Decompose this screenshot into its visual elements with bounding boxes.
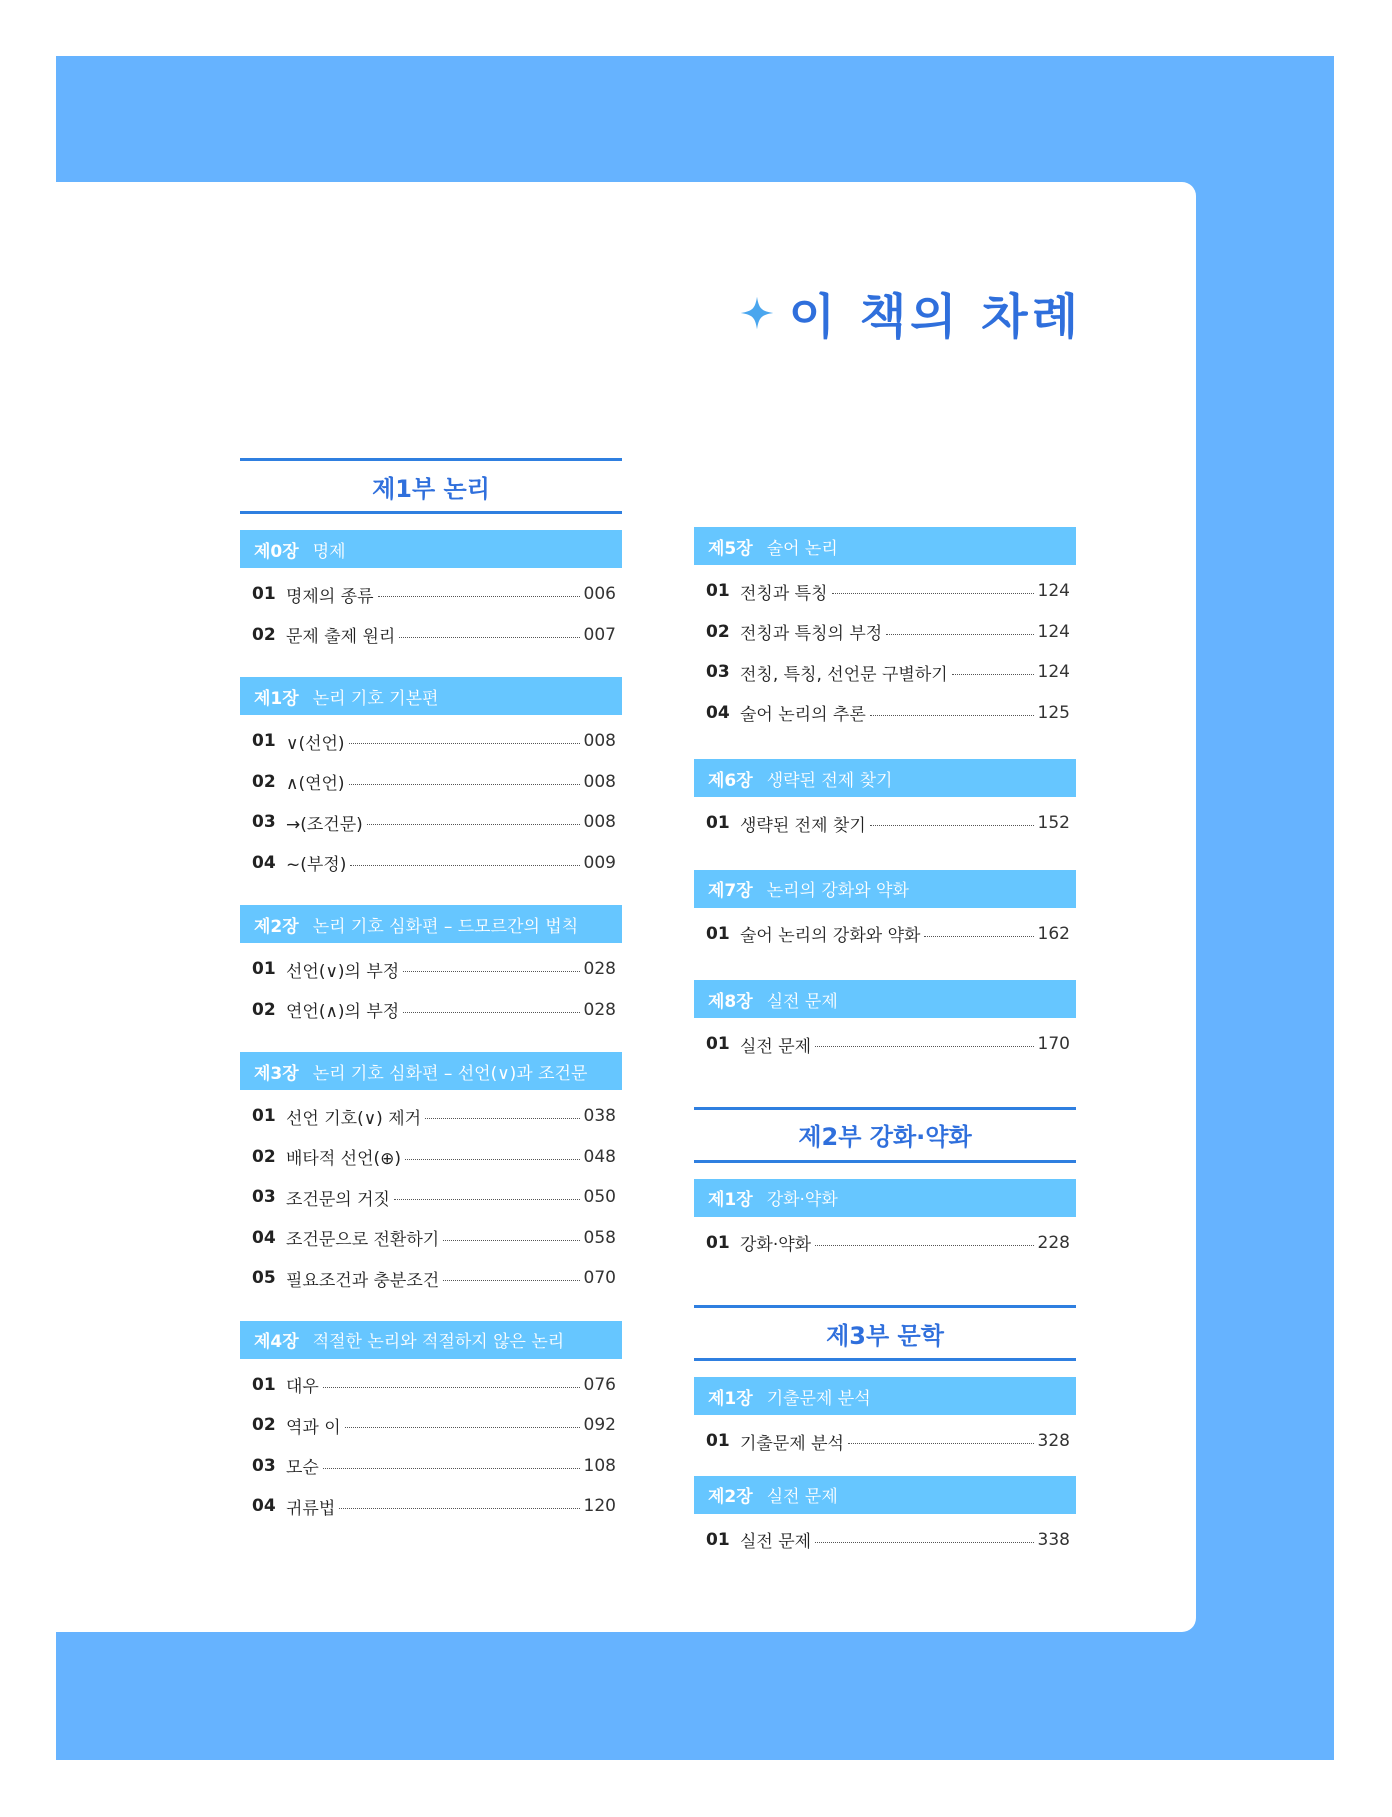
toc-entry[interactable] xyxy=(694,1024,1076,1065)
chapter-number: 제1장 xyxy=(708,1388,753,1409)
entry-page: 076 xyxy=(583,1374,616,1395)
entry-page: 124 xyxy=(1037,621,1070,642)
chapter-number: 제7장 xyxy=(708,881,753,901)
entry-number: 01 xyxy=(252,731,276,752)
chapter-header xyxy=(240,530,622,568)
toc-entry[interactable] xyxy=(694,693,1076,734)
dot-leader xyxy=(403,1011,579,1013)
entry-page: 328 xyxy=(1037,1431,1070,1452)
chapter-header xyxy=(694,1476,1076,1514)
chapter-name: 술어 논리 xyxy=(766,538,838,559)
chapter-name: 논리 기호 심화편 – 선언(∨)과 조건문 xyxy=(312,1063,588,1084)
toc-entry[interactable] xyxy=(240,615,622,656)
dot-leader xyxy=(349,783,580,785)
dot-leader xyxy=(870,714,1034,716)
chapter-block xyxy=(694,980,1076,1065)
entry-number: 05 xyxy=(252,1268,276,1289)
entry-page: 338 xyxy=(1037,1529,1070,1550)
entry-page: 124 xyxy=(1037,662,1070,683)
entry-number: 02 xyxy=(252,1415,276,1436)
entry-page: 050 xyxy=(583,1187,616,1208)
chapter-header xyxy=(240,677,622,715)
entry-page: 008 xyxy=(583,812,616,833)
entry-label: 술어 논리의 강화와 약화 xyxy=(740,926,921,947)
chapter-header xyxy=(240,1052,622,1090)
entry-number: 01 xyxy=(252,1106,276,1127)
toc-entry[interactable] xyxy=(240,721,622,762)
entry-label: 문제 출제 원리 xyxy=(286,627,396,648)
chapter-number: 제1장 xyxy=(254,688,299,709)
chapter-header xyxy=(694,527,1076,565)
entry-label: 전칭과 특칭 xyxy=(740,583,828,604)
entry-number: 02 xyxy=(252,771,276,792)
chapter-number: 제6장 xyxy=(708,770,753,791)
toc-entry[interactable] xyxy=(240,1137,622,1178)
entry-label: ∨(선언) xyxy=(286,733,345,754)
chapter-header xyxy=(694,1179,1076,1217)
dot-leader xyxy=(323,1386,580,1388)
chapter-number: 제0장 xyxy=(254,541,299,562)
chapter-block xyxy=(694,870,1076,955)
toc-entry[interactable] xyxy=(240,1446,622,1487)
part-header xyxy=(694,1305,1076,1361)
dot-leader xyxy=(378,595,580,597)
dot-leader xyxy=(323,1467,580,1469)
entry-label: 실전 문제 xyxy=(740,1532,812,1553)
chapter-block xyxy=(240,677,622,883)
part-title: 제1부 논리 xyxy=(372,474,490,503)
entry-number: 03 xyxy=(252,812,276,833)
chapter-block xyxy=(240,1321,622,1527)
dot-leader xyxy=(349,742,580,744)
dot-leader xyxy=(443,1279,579,1281)
entry-number: 04 xyxy=(252,852,276,873)
entry-number: 01 xyxy=(706,923,730,944)
left-column xyxy=(240,458,622,1527)
toc-entry[interactable] xyxy=(240,802,622,843)
toc-entry[interactable] xyxy=(240,574,622,615)
entry-number: 01 xyxy=(252,584,276,605)
dot-leader xyxy=(815,1541,1033,1543)
dot-leader xyxy=(886,633,1033,635)
entry-label: 대우 xyxy=(286,1377,319,1398)
part-header xyxy=(240,458,622,514)
chapter-name: 생략된 전제 찾기 xyxy=(766,770,893,791)
chapter-name: 명제 xyxy=(312,541,346,562)
toc-entry[interactable] xyxy=(240,949,622,990)
title-text: 이 책의 차례 xyxy=(788,289,1082,345)
entry-page: 124 xyxy=(1037,581,1070,602)
entry-label: ∧(연언) xyxy=(286,774,345,795)
dot-leader xyxy=(443,1239,579,1241)
toc-entry[interactable] xyxy=(694,803,1076,844)
entry-page: 058 xyxy=(583,1227,616,1248)
chapter-number: 제2장 xyxy=(254,916,299,937)
chapter-number: 제1장 xyxy=(708,1190,753,1210)
dot-leader xyxy=(952,673,1034,675)
toc-entry[interactable] xyxy=(694,652,1076,693)
chapter-number: 제5장 xyxy=(708,538,753,559)
entry-label: →(조건문) xyxy=(286,814,363,835)
dot-leader xyxy=(345,1426,580,1428)
entry-number: 04 xyxy=(252,1227,276,1248)
entry-number: 01 xyxy=(706,813,730,834)
dot-leader xyxy=(350,864,579,866)
entry-number: 04 xyxy=(252,1496,276,1517)
toc-entry[interactable] xyxy=(694,914,1076,955)
toc-entry[interactable] xyxy=(694,1520,1076,1561)
toc-entry[interactable] xyxy=(240,1486,622,1527)
toc-entry[interactable] xyxy=(694,1421,1076,1462)
toc-entry[interactable] xyxy=(240,1096,622,1137)
entry-label: ~(부정) xyxy=(286,855,347,876)
chapter-block xyxy=(694,527,1076,733)
entry-label: 역과 이 xyxy=(286,1417,341,1438)
chapter-block xyxy=(694,1377,1076,1462)
chapter-name: 실전 문제 xyxy=(766,991,838,1012)
chapter-header xyxy=(694,1377,1076,1415)
entry-label: 술어 논리의 추론 xyxy=(740,705,866,726)
chapter-name: 강화·약화 xyxy=(766,1190,838,1210)
entry-label: 명제의 종류 xyxy=(286,586,374,607)
entry-label: 조건문의 거짓 xyxy=(286,1189,390,1210)
dot-leader xyxy=(405,1158,580,1160)
entry-page: 092 xyxy=(583,1415,616,1436)
chapter-block xyxy=(694,759,1076,844)
entry-number: 01 xyxy=(706,1034,730,1055)
chapter-number: 제8장 xyxy=(708,991,753,1012)
toc-entry[interactable] xyxy=(240,1177,622,1218)
chapter-header xyxy=(694,759,1076,797)
chapter-number: 제3장 xyxy=(254,1063,299,1084)
toc-entry[interactable] xyxy=(240,1218,622,1259)
dot-leader xyxy=(815,1244,1033,1246)
dot-leader xyxy=(403,970,579,972)
entry-number: 01 xyxy=(252,1374,276,1395)
entry-number: 01 xyxy=(706,581,730,602)
chapter-name: 기출문제 분석 xyxy=(766,1388,871,1409)
dot-leader xyxy=(815,1045,1033,1047)
dot-leader xyxy=(832,592,1034,594)
page-title xyxy=(739,278,1082,347)
entry-page: 048 xyxy=(583,1146,616,1167)
entry-page: 170 xyxy=(1037,1034,1070,1055)
dot-leader xyxy=(848,1442,1034,1444)
entry-page: 070 xyxy=(583,1268,616,1289)
chapter-block xyxy=(240,530,622,655)
dot-leader xyxy=(425,1117,579,1119)
entry-number: 03 xyxy=(252,1455,276,1476)
entry-page: 038 xyxy=(583,1106,616,1127)
entry-number: 02 xyxy=(252,1146,276,1167)
entry-number: 01 xyxy=(706,1232,730,1253)
dot-leader xyxy=(924,935,1033,937)
dot-leader xyxy=(339,1507,579,1509)
chapter-header xyxy=(240,905,622,943)
chapter-name: 실전 문제 xyxy=(766,1487,838,1507)
entry-label: 생략된 전제 찾기 xyxy=(740,815,866,836)
toc-entry[interactable] xyxy=(694,1223,1076,1264)
chapter-block xyxy=(240,1052,622,1299)
part-title: 제2부 강화·약화 xyxy=(798,1123,972,1151)
toc-entry[interactable] xyxy=(240,843,622,884)
entry-page: 108 xyxy=(583,1455,616,1476)
entry-label: 전칭과 특칭의 부정 xyxy=(740,624,883,645)
sparkle-icon xyxy=(739,295,775,331)
chapter-header xyxy=(694,870,1076,908)
entry-page: 028 xyxy=(583,999,616,1020)
entry-label: 모순 xyxy=(286,1458,319,1479)
entry-label: 선언 기호(∨) 제거 xyxy=(286,1108,422,1129)
entry-number: 02 xyxy=(252,624,276,645)
entry-number: 01 xyxy=(706,1529,730,1550)
entry-page: 120 xyxy=(583,1496,616,1517)
entry-label: 실전 문제 xyxy=(740,1036,812,1057)
entry-label: 배타적 선언(⊕) xyxy=(286,1149,402,1170)
entry-page: 006 xyxy=(583,584,616,605)
part-header xyxy=(694,1107,1076,1163)
entry-page: 162 xyxy=(1037,923,1070,944)
entry-number: 02 xyxy=(252,999,276,1020)
entry-number: 03 xyxy=(252,1187,276,1208)
dot-leader xyxy=(870,824,1034,826)
entry-number: 01 xyxy=(252,959,276,980)
part-title: 제3부 문학 xyxy=(826,1321,944,1350)
dot-leader xyxy=(367,823,580,825)
toc-entry[interactable] xyxy=(694,612,1076,653)
chapter-header xyxy=(694,980,1076,1018)
entry-number: 02 xyxy=(706,621,730,642)
dot-leader xyxy=(399,636,579,638)
entry-label: 연언(∧)의 부정 xyxy=(286,1002,400,1023)
toc-entry[interactable] xyxy=(240,1405,622,1446)
toc-entry[interactable] xyxy=(694,571,1076,612)
entry-page: 125 xyxy=(1037,702,1070,723)
entry-number: 03 xyxy=(706,662,730,683)
chapter-name: 논리의 강화와 약화 xyxy=(766,881,909,901)
chapter-name: 논리 기호 심화편 – 드모르간의 법칙 xyxy=(312,916,579,937)
entry-page: 008 xyxy=(583,731,616,752)
toc-entry[interactable] xyxy=(240,762,622,803)
entry-label: 전칭, 특칭, 선언문 구별하기 xyxy=(740,664,948,685)
entry-number: 04 xyxy=(706,702,730,723)
entry-label: 강화·약화 xyxy=(740,1235,812,1256)
chapter-number: 제2장 xyxy=(708,1487,753,1507)
chapter-header xyxy=(240,1321,622,1359)
toc-entry[interactable] xyxy=(240,1258,622,1299)
dot-leader xyxy=(394,1198,580,1200)
entry-page: 008 xyxy=(583,771,616,792)
entry-page: 228 xyxy=(1037,1232,1070,1253)
chapter-name: 적절한 논리와 적절하지 않은 논리 xyxy=(312,1332,565,1352)
entry-label: 기출문제 분석 xyxy=(740,1433,844,1454)
right-column xyxy=(694,527,1076,1560)
chapter-block xyxy=(240,905,622,1030)
chapter-name: 논리 기호 기본편 xyxy=(312,688,439,709)
entry-number: 01 xyxy=(706,1431,730,1452)
entry-page: 007 xyxy=(583,624,616,645)
toc-entry[interactable] xyxy=(240,990,622,1031)
chapter-block xyxy=(694,1476,1076,1561)
entry-label: 필요조건과 충분조건 xyxy=(286,1270,440,1291)
chapter-number: 제4장 xyxy=(254,1332,299,1352)
entry-label: 선언(∨)의 부정 xyxy=(286,961,400,982)
toc-entry[interactable] xyxy=(240,1365,622,1406)
entry-page: 009 xyxy=(583,852,616,873)
entry-page: 028 xyxy=(583,959,616,980)
chapter-block xyxy=(694,1179,1076,1264)
entry-page: 152 xyxy=(1037,813,1070,834)
entry-label: 귀류법 xyxy=(286,1498,336,1519)
entry-label: 조건문으로 전환하기 xyxy=(286,1230,440,1251)
